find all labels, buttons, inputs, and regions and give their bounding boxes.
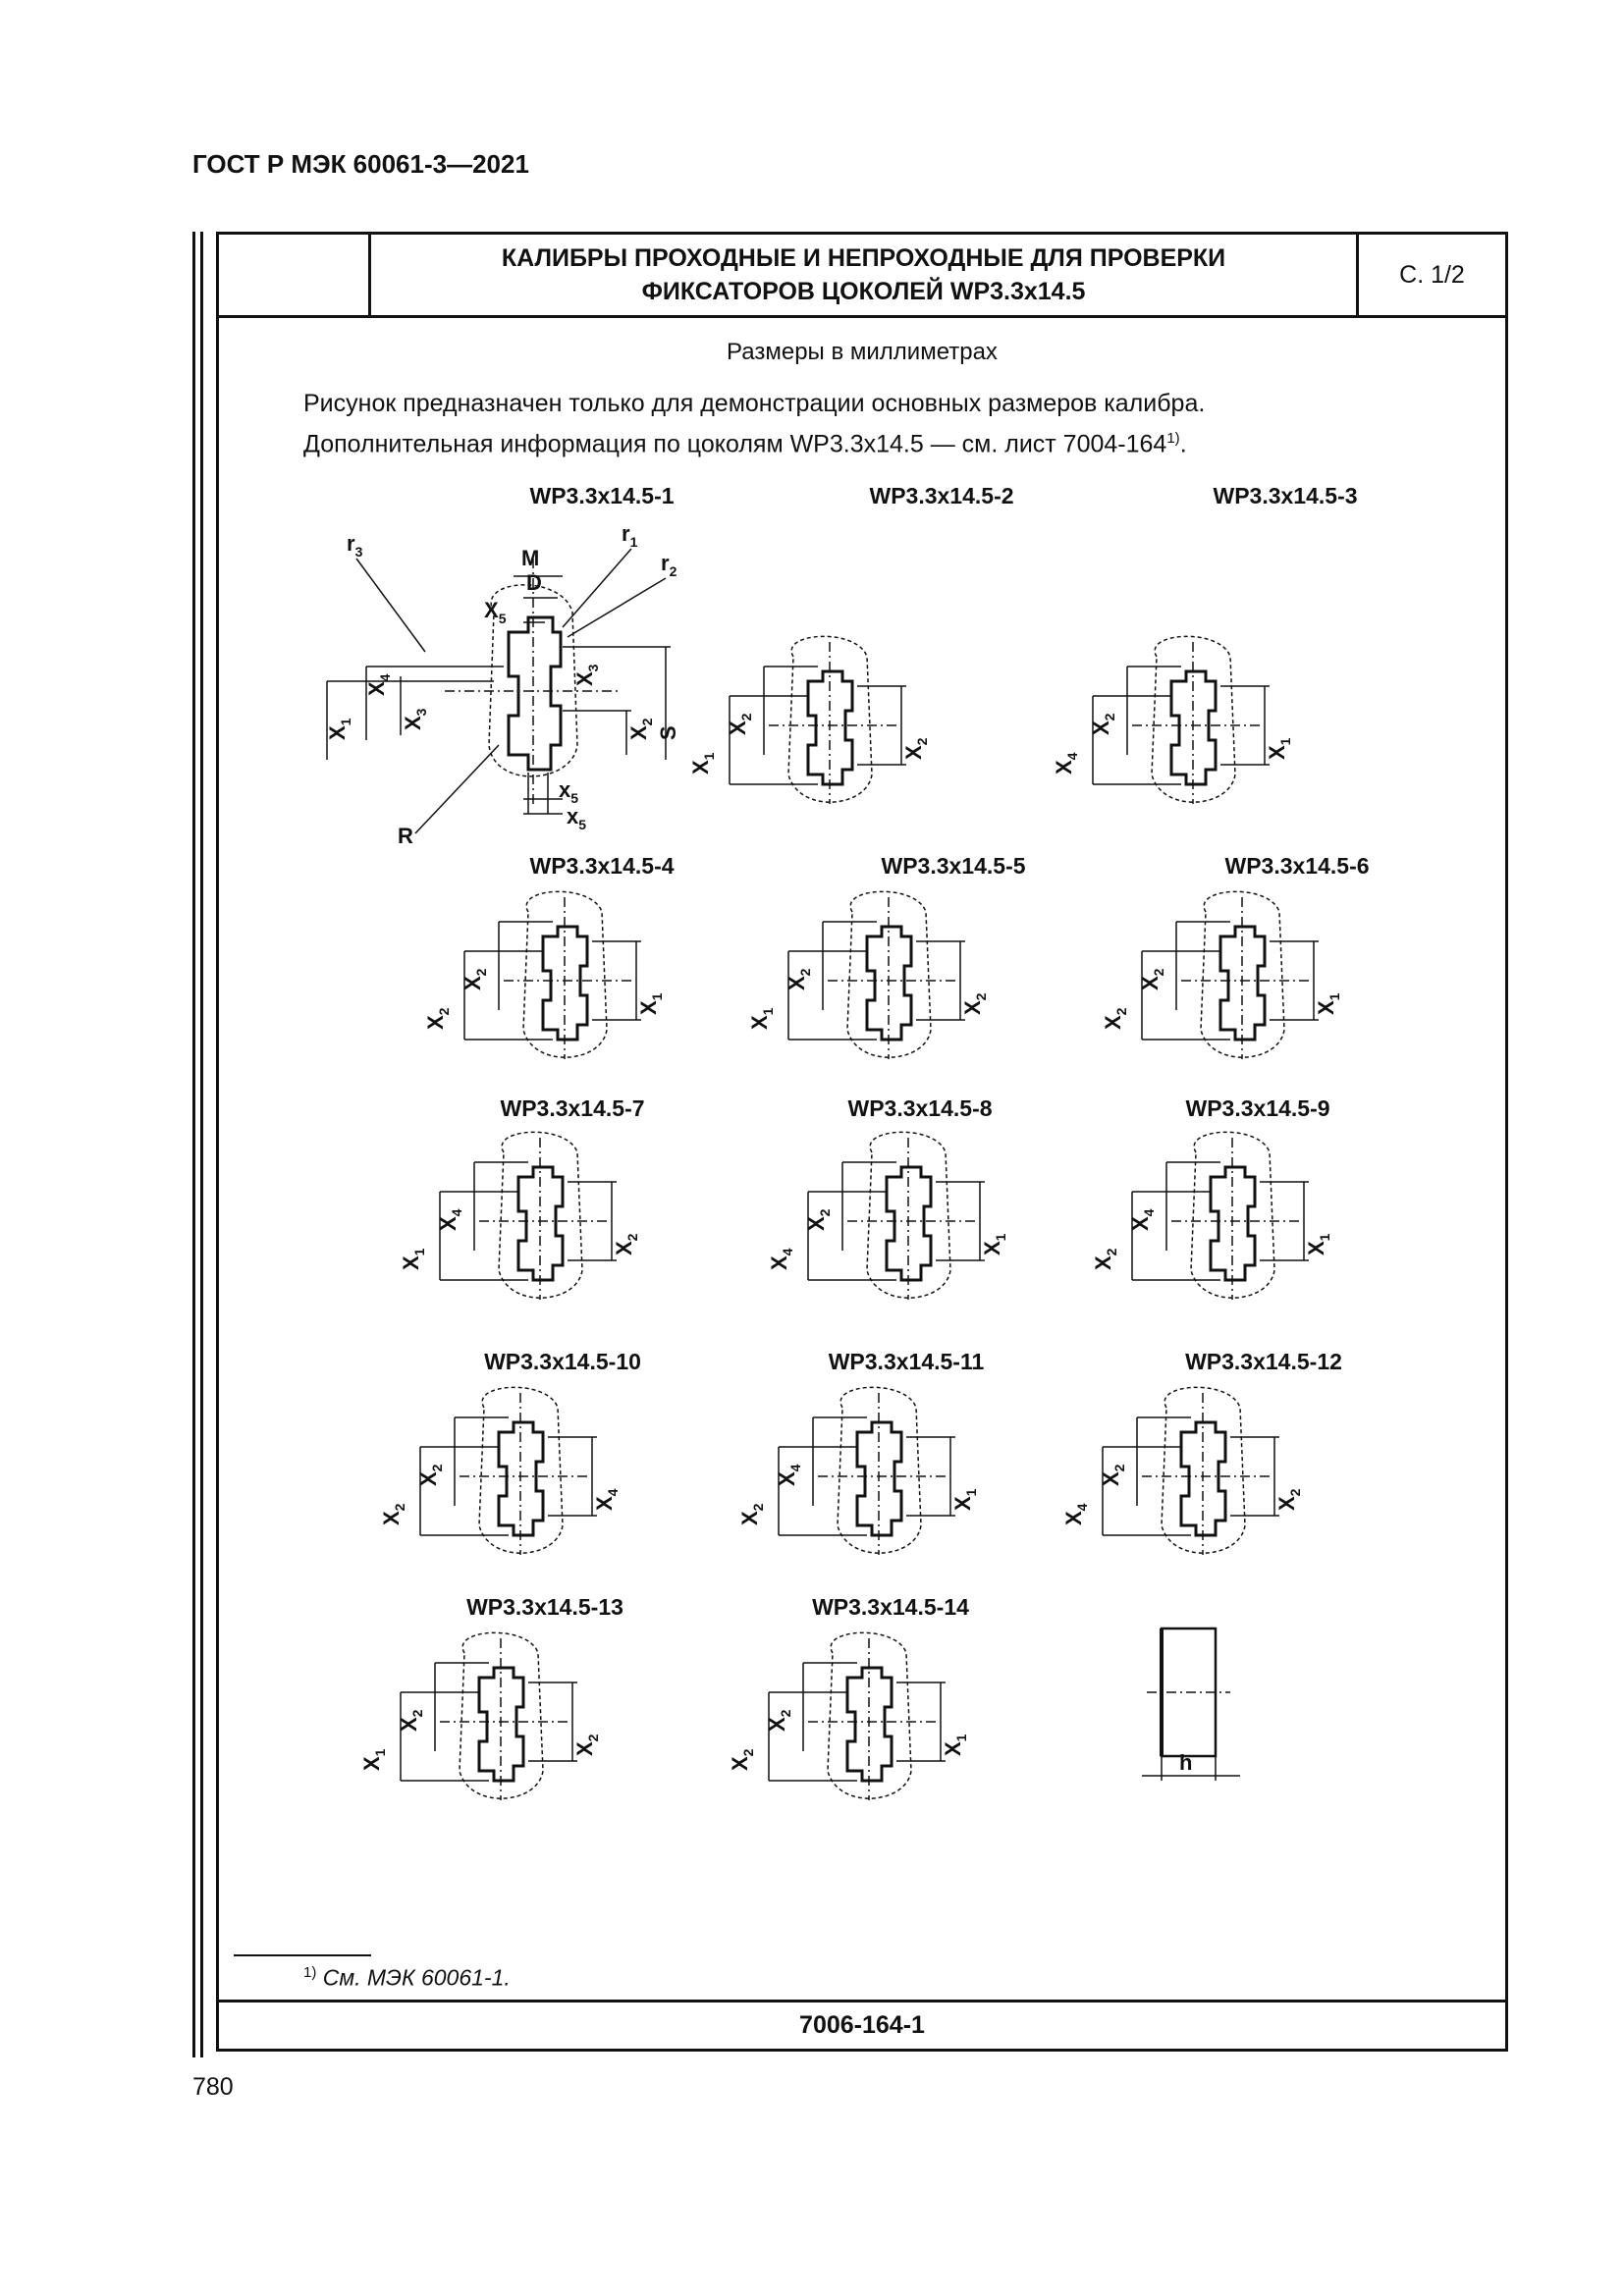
- sheet-title-line2: ФИКСАТОРОВ ЦОКОЛЕЙ WP3.3x14.5: [641, 278, 1086, 305]
- sheet-header: [219, 235, 1505, 318]
- dimension-label-sub: 4: [1074, 1503, 1090, 1512]
- figure-title: WP3.3x14.5-7: [500, 1095, 645, 1121]
- figure-title: WP3.3x14.5-5: [881, 853, 1026, 879]
- dimension-label: [950, 1488, 979, 1511]
- dimension-label-sub: 1: [701, 752, 717, 761]
- dimension-label-main: X: [765, 1717, 789, 1732]
- label-X5-sub: 5: [498, 611, 507, 626]
- dimension-label-sub: 4: [780, 1248, 795, 1256]
- dimension-label: [901, 737, 930, 760]
- units-note: Размеры в миллиметрах: [727, 339, 998, 365]
- figure-14-gauge-drawing: [728, 1624, 985, 1810]
- dimension-label-sub: 1: [1326, 992, 1342, 1001]
- figure-12-gauge-drawing: [1061, 1378, 1319, 1565]
- dimension-label-sub: 2: [429, 1464, 445, 1472]
- dimension-label-sub: 4: [605, 1488, 621, 1497]
- dimension-label: [399, 1248, 427, 1270]
- figure-title: WP3.3x14.5-2: [869, 483, 1014, 508]
- figure-7-gauge-drawing: [399, 1123, 656, 1309]
- dimension-label: [379, 1503, 407, 1525]
- dimension-label-main: X: [1089, 721, 1113, 735]
- dimension-label-sub: 2: [797, 968, 813, 977]
- figure-10-gauge-drawing: [379, 1378, 636, 1565]
- fixator-profile: [509, 617, 561, 770]
- dimension-label-main: X: [1138, 976, 1163, 990]
- footnote: [303, 1964, 511, 1992]
- dimension-label-sub: 1: [649, 992, 665, 1001]
- dimension-label-main: X: [747, 1015, 772, 1030]
- label-M: M: [521, 546, 540, 570]
- dimension-label-sub: 1: [372, 1748, 388, 1757]
- dimension-label-main: X: [636, 1000, 661, 1015]
- label-r3-sub: 3: [354, 544, 363, 560]
- label-r1-sub: 1: [629, 534, 638, 550]
- dimension-label-main: X: [397, 1717, 421, 1732]
- figure-title: WP3.3x14.5-1: [529, 483, 675, 508]
- label-X2: [626, 718, 655, 740]
- label-r3: [347, 531, 363, 560]
- dimension-label-main: X: [980, 1241, 1004, 1255]
- label-x5: [559, 777, 578, 806]
- dimension-label-sub: 1: [953, 1734, 969, 1742]
- standard-designation: ГОСТ Р МЭК 60061-3—2021: [192, 149, 529, 179]
- dimension-label: [1052, 752, 1080, 774]
- dimension-label-sub: 2: [624, 1233, 640, 1242]
- dimension-label-sub: 1: [760, 1007, 776, 1016]
- dimension-label: [1265, 737, 1293, 760]
- figure-3-gauge-drawing: [1052, 627, 1309, 814]
- dimension-label: [1314, 992, 1342, 1015]
- label-X3-sub: 3: [585, 664, 601, 672]
- dimension-label: [1091, 1248, 1119, 1270]
- dimension-label: [980, 1233, 1008, 1255]
- figure-title: WP3.3x14.5-11: [828, 1349, 985, 1374]
- dimension-label: [612, 1233, 640, 1255]
- figure-title: WP3.3x14.5-12: [1185, 1349, 1342, 1374]
- label-r2-sub: 2: [669, 563, 677, 579]
- gauge-side-view: [1132, 1619, 1279, 1776]
- figure-8-gauge-drawing: [767, 1123, 1024, 1309]
- note-line1: Рисунок предназначен только для демонстрации основных размеров калибра.: [303, 390, 1206, 417]
- header-left-cell: [219, 235, 371, 315]
- figure-1-gauge-drawing: [325, 519, 700, 848]
- dimension-label: [767, 1248, 795, 1270]
- page-reference: С. 1/2: [1356, 235, 1505, 315]
- sheet-frame: [216, 232, 1508, 2052]
- dimension-label-sub: 2: [1113, 1007, 1129, 1016]
- label-r3-main: r: [347, 531, 355, 556]
- dimension-label: [592, 1488, 621, 1511]
- dimension-label-sub: 4: [1141, 1208, 1157, 1217]
- dimension-label-main: X: [960, 1000, 985, 1015]
- dimension-label-main: X: [1265, 745, 1289, 760]
- label-r1: [622, 521, 638, 550]
- note-line2: Дополнительная информация по цоколям WP3.3x14.5 — см. лист 7004-164$^{1)}$.: [303, 430, 1187, 458]
- dimension-label-sub: 1: [1317, 1233, 1332, 1242]
- dimension-label-sub: 2: [914, 737, 930, 746]
- dimension-label: [1061, 1503, 1090, 1525]
- dimension-label-sub: 2: [1104, 1248, 1119, 1256]
- dimension-label: [359, 1748, 388, 1771]
- dimension-label-main: X: [941, 1741, 965, 1756]
- note-sup: 1): [1166, 430, 1180, 447]
- label-X4-sub: 4: [377, 673, 393, 682]
- dimension-label-main: X: [1304, 1241, 1328, 1255]
- description-note: [303, 386, 1205, 461]
- label-X1: [325, 718, 353, 740]
- label-X3-sub: 3: [413, 708, 429, 717]
- dimension-label-main: X: [592, 1496, 617, 1511]
- dimension-label-main: X: [460, 976, 485, 990]
- dimension-label-main: X: [379, 1511, 404, 1525]
- dimension-label: [941, 1734, 969, 1756]
- dimension-label-main: X: [423, 1015, 448, 1030]
- footnote-text: См. МЭК 60061-1.: [322, 1964, 511, 1991]
- dimension-label-main: X: [1314, 1000, 1338, 1015]
- dimension-label-sub: 2: [1151, 968, 1166, 977]
- dimension-label-sub: 4: [1064, 752, 1080, 761]
- dimension-label-sub: 2: [973, 992, 989, 1001]
- dimension-label-main: X: [1052, 760, 1076, 774]
- label-x5-main: x: [567, 804, 579, 828]
- label-R: R: [398, 824, 413, 848]
- dimension-label-sub: 2: [1287, 1488, 1303, 1497]
- label-X3: [401, 708, 429, 730]
- dimension-label-main: X: [1091, 1255, 1115, 1270]
- dimension-label-main: X: [1099, 1471, 1123, 1486]
- dimension-label: [747, 1007, 776, 1030]
- label-X3-main: X: [401, 716, 425, 730]
- dimension-label-main: X: [612, 1241, 636, 1255]
- dimension-label-main: X: [950, 1496, 975, 1511]
- dimension-label-sub: 2: [778, 1709, 793, 1718]
- figure-6-gauge-drawing: [1101, 882, 1358, 1069]
- dimension-label-main: X: [785, 976, 809, 990]
- label-X4-main: X: [364, 681, 389, 696]
- dimension-label-main: X: [737, 1511, 762, 1525]
- figure-13-gauge-drawing: [359, 1624, 617, 1810]
- footnote-mark: 1): [303, 1964, 317, 1981]
- figure-5-gauge-drawing: [747, 882, 1004, 1069]
- dimension-label-main: X: [436, 1216, 460, 1231]
- dimension-label-sub: 2: [585, 1734, 601, 1742]
- dimension-label: [636, 992, 665, 1015]
- label-X5-main: X: [484, 598, 499, 622]
- dimension-label-sub: 2: [1111, 1464, 1127, 1472]
- figure-title: WP3.3x14.5-3: [1213, 483, 1358, 508]
- figure-title: WP3.3x14.5-14: [812, 1594, 969, 1620]
- label-X2-sub: 2: [639, 718, 655, 726]
- label-x5-sub: 5: [570, 790, 579, 806]
- sheet-title: [371, 235, 1356, 315]
- dimension-label-sub: 2: [473, 968, 489, 977]
- figure-11-gauge-drawing: [737, 1378, 995, 1565]
- dimension-label-sub: 4: [449, 1208, 464, 1217]
- dimension-label-main: X: [804, 1216, 829, 1231]
- dimension-label-sub: 1: [1277, 737, 1293, 746]
- dimension-label: [1101, 1007, 1129, 1030]
- label-X3: [572, 664, 601, 686]
- label-S: S: [656, 725, 680, 740]
- label-X4: [364, 673, 393, 696]
- dimension-label: [728, 1748, 756, 1771]
- dimension-label: [737, 1503, 766, 1525]
- dimension-label-main: X: [572, 1741, 597, 1756]
- label-X1-main: X: [325, 725, 350, 740]
- dimension-label-sub: 2: [817, 1208, 833, 1217]
- dimension-label-main: X: [726, 721, 750, 735]
- dimension-label-main: X: [775, 1471, 799, 1486]
- page-number: 780: [192, 2073, 234, 2101]
- label-x5-sub: 5: [578, 817, 587, 832]
- dimension-label-main: X: [359, 1756, 384, 1771]
- figure-title: WP3.3x14.5-4: [529, 853, 675, 879]
- dimension-label: [423, 1007, 452, 1030]
- figure-title: WP3.3x14.5-13: [466, 1594, 623, 1620]
- dimension-label-sub: 2: [1102, 713, 1117, 721]
- figure-4-gauge-drawing: [423, 882, 680, 1069]
- figure-title: WP3.3x14.5-10: [484, 1349, 641, 1374]
- dimension-label: [1274, 1488, 1303, 1511]
- label-h: h: [1179, 1750, 1193, 1775]
- label-r2-main: r: [661, 551, 670, 575]
- dimension-label-main: X: [399, 1255, 423, 1270]
- dimension-label-main: X: [767, 1255, 791, 1270]
- dimension-label-main: X: [728, 1756, 752, 1771]
- dimension-label-main: X: [416, 1471, 441, 1486]
- dimension-label-sub: 2: [436, 1007, 452, 1016]
- dimension-label-main: X: [1274, 1496, 1299, 1511]
- dimension-label-main: X: [1128, 1216, 1153, 1231]
- dimension-label-sub: 1: [411, 1248, 427, 1256]
- dimension-label-sub: 2: [738, 713, 754, 721]
- dimension-label: [1304, 1233, 1332, 1255]
- dimension-label-sub: 1: [963, 1488, 979, 1497]
- label-X2-main: X: [626, 725, 651, 740]
- binding-line: [200, 232, 203, 2057]
- label-X5: [484, 598, 507, 626]
- label-r2: [661, 551, 677, 579]
- dimension-label-main: X: [901, 745, 926, 760]
- figure-9-gauge-drawing: [1091, 1123, 1348, 1309]
- dimension-label-main: X: [1061, 1511, 1086, 1525]
- dimension-label-main: X: [688, 760, 713, 774]
- dimension-label: [572, 1734, 601, 1756]
- dimension-label-main: X: [1101, 1015, 1125, 1030]
- dimension-label-sub: 2: [409, 1709, 425, 1718]
- figure-title: WP3.3x14.5-9: [1185, 1095, 1330, 1121]
- dimension-label-sub: 2: [740, 1748, 756, 1757]
- label-x5-main: x: [559, 777, 571, 802]
- figure-title: WP3.3x14.5-8: [847, 1095, 993, 1121]
- label-X3-main: X: [572, 671, 597, 686]
- footnote-separator: [234, 1954, 371, 1956]
- figure-2-gauge-drawing: [688, 627, 946, 814]
- binding-line: [192, 232, 195, 2057]
- label-r1-main: r: [622, 521, 630, 546]
- dimension-label-sub: 2: [750, 1503, 766, 1512]
- figure-title: WP3.3x14.5-6: [1224, 853, 1370, 879]
- note-line2-text: Дополнительная информация по цоколям WP3.3x14.5 — см. лист 7004-164: [303, 430, 1167, 458]
- label-X1-sub: 1: [338, 718, 353, 726]
- dimension-label-sub: 2: [392, 1503, 407, 1512]
- label-D: D: [526, 570, 542, 595]
- dimension-label-sub: 1: [993, 1233, 1008, 1242]
- sheet-title-line1: КАЛИБРЫ ПРОХОДНЫЕ И НЕПРОХОДНЫЕ ДЛЯ ПРОВЕРКИ: [501, 244, 1226, 272]
- sheet-number: 7006-164-1: [219, 2000, 1505, 2049]
- dimension-label: [960, 992, 989, 1015]
- dimension-label-sub: 4: [787, 1464, 803, 1472]
- label-x5: [567, 804, 586, 832]
